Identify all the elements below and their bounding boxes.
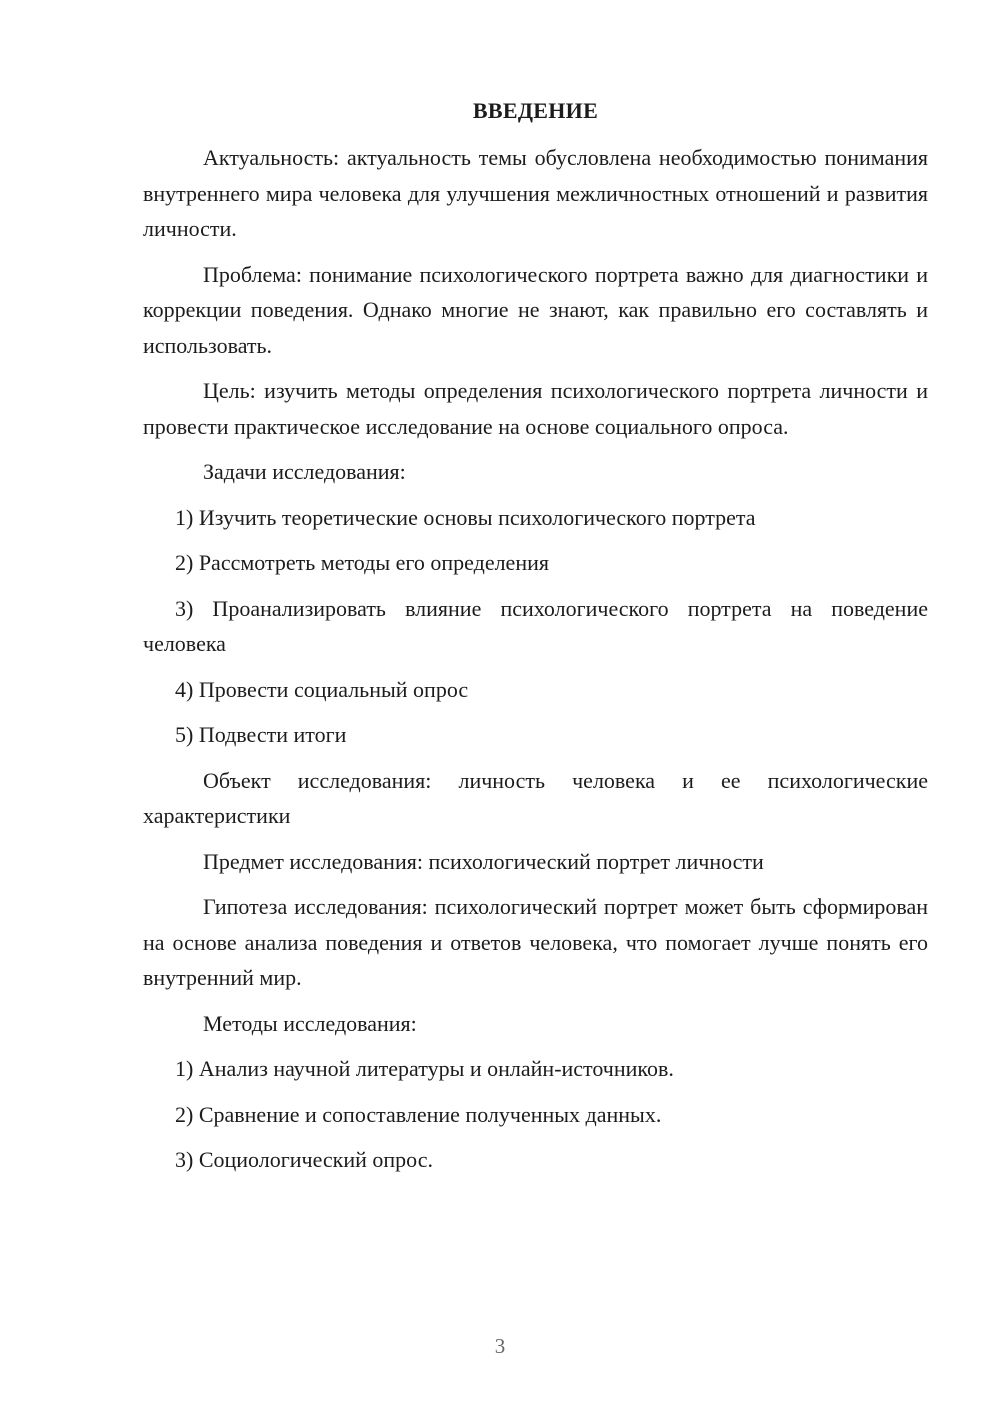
- method-item-2: 2) Сравнение и сопоставление полученных данных.: [175, 1101, 662, 1127]
- document-page: [143, 96, 928, 1188]
- page-number: 3: [494, 1334, 506, 1358]
- task-item-5: 5) Подвести итоги: [175, 722, 347, 747]
- paragraph-object: Объект исследования: личность человека и ее психологические характеристики: [143, 767, 928, 828]
- paragraph-problem: Проблема: понимание психологического портрета важно для диагностики и коррекции поведения. Однако многие не знают, как правильно его составлять и использовать.: [143, 261, 928, 358]
- paragraph-methods-heading: Методы исследования:: [203, 1010, 417, 1036]
- paragraph-hypothesis: Гипотеза исследования: психологический портрет может быть сформирован на основе анализа поведения и ответов человека, что помогает лучше понять его внутренний мир.: [143, 894, 928, 990]
- paragraph-subject: Предмет исследования: психологический портрет личности: [203, 848, 764, 874]
- paragraph-goal: Цель: изучить методы определения психологического портрета личности и провести практическое исследование на основе социального опроса.: [143, 378, 928, 439]
- paragraph-relevance: Актуальность: актуальность темы обусловлена необходимостью понимания внутреннего мира человека для улучшения межличностных отношений и развития личности.: [143, 145, 928, 241]
- task-item-4: 4) Провести социальный опрос: [175, 676, 469, 702]
- section-title: ВВЕДЕНИЕ: [472, 98, 599, 123]
- method-item-3: 3) Социологический опрос.: [175, 1147, 433, 1172]
- paragraph-tasks-heading: Задачи исследования:: [203, 459, 406, 484]
- task-item-1: 1) Изучить теоретические основы психологического портрета: [175, 504, 756, 530]
- method-item-1: 1) Анализ научной литературы и онлайн-источников.: [175, 1056, 674, 1081]
- task-item-2: 2) Рассмотреть методы его определения: [175, 550, 549, 575]
- task-item-3: 3) Проанализировать влияние психологического портрета на поведение человека: [143, 595, 928, 656]
